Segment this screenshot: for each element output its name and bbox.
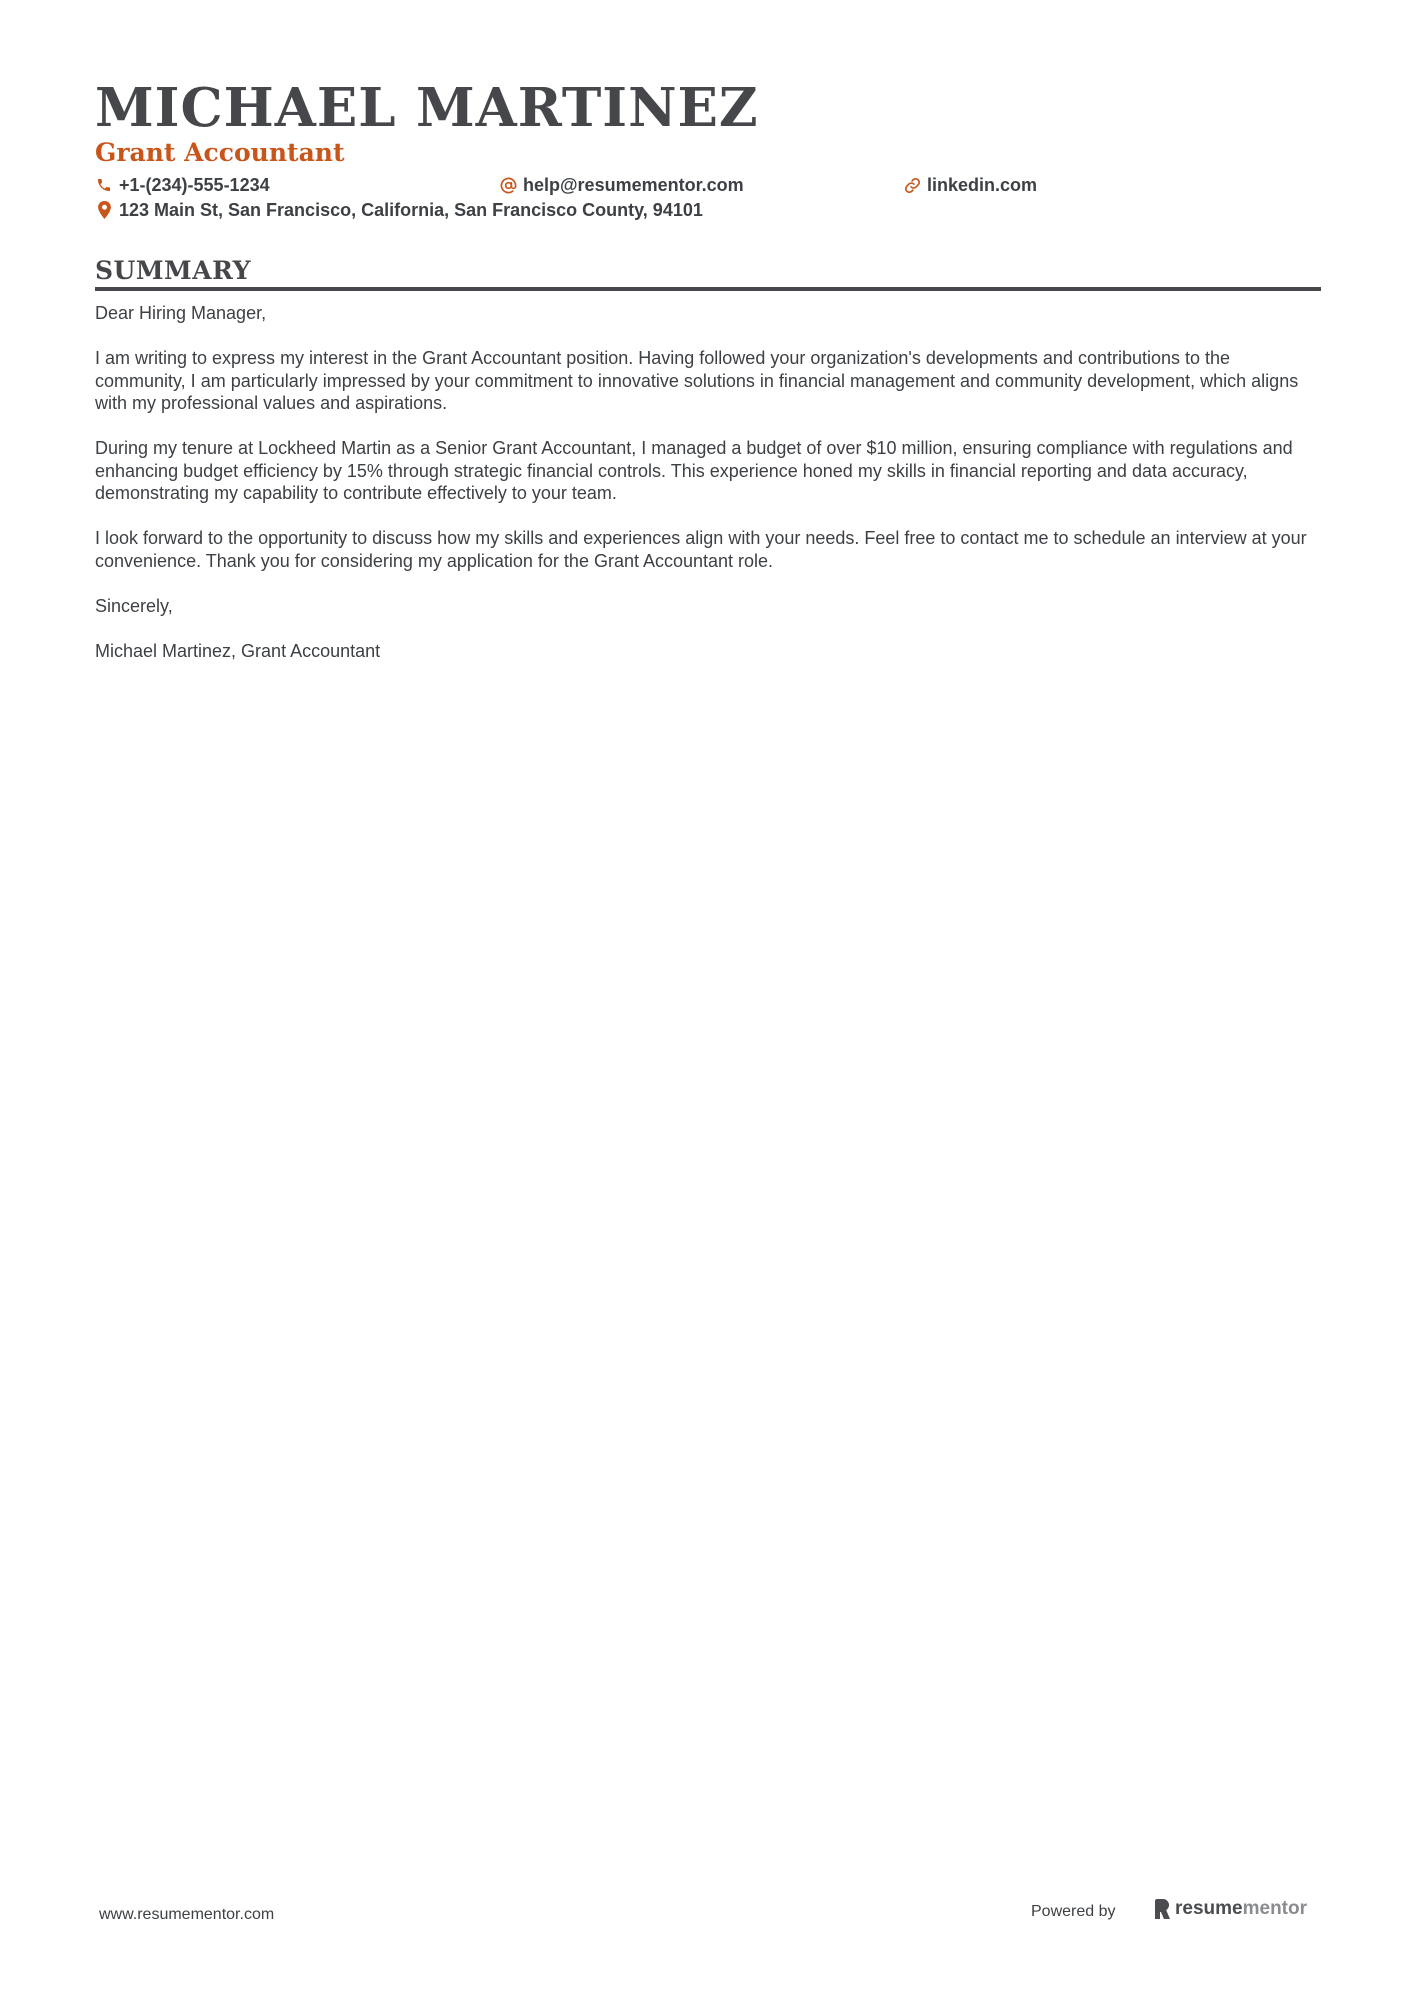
letter-paragraph: I look forward to the opportunity to discuss how my skills and experiences align with your needs. Feel free to contact me to schedule an interview at your convenience. Thank you for considering my application for the Grant Accountant role. [95, 528, 1307, 571]
at-icon [499, 176, 517, 194]
address-text: 123 Main St, San Francisco, California, San Francisco County, 94101 [119, 200, 703, 220]
letter-greeting: Dear Hiring Manager, [95, 303, 267, 323]
job-title: Grant Accountant [95, 138, 345, 167]
link-text[interactable]: linkedin.com [927, 175, 1038, 195]
letter-paragraph: I am writing to express my interest in the Grant Accountant position. Having followed your organization's developments and contributions to the community, I am particularly impressed by your commitment to innovative solutions in financial management and community development, which aligns with my professional values and aspirations. [95, 348, 1299, 413]
contact-email[interactable] [499, 174, 744, 196]
candidate-name: MICHAEL MARTINEZ [95, 77, 759, 139]
section-divider [95, 287, 1321, 291]
location-pin-icon [95, 201, 113, 219]
section-title: SUMMARY [95, 256, 251, 285]
letter-body [95, 302, 1321, 685]
contact-link[interactable] [903, 174, 1037, 196]
resumementor-logo-icon [1153, 1898, 1171, 1920]
link-icon [903, 176, 921, 194]
phone-icon [95, 176, 113, 194]
letter-closing: Sincerely, [95, 595, 173, 616]
footer-brand-logo[interactable] [1153, 1898, 1307, 1920]
footer-powered-by: Powered by [1031, 1903, 1116, 1920]
letter-signature: Michael Martinez, Grant Accountant [95, 640, 381, 661]
phone-text: +1-(234)-555-1234 [119, 175, 270, 195]
contact-address [95, 199, 703, 221]
email-text[interactable]: help@resumementor.com [523, 175, 744, 195]
letter-paragraph: During my tenure at Lockheed Martin as a Senior Grant Accountant, I managed a budget of over $10 million, ensuring compliance with regulations and enhancing budget efficiency by 15% through strategic financial controls. This experience honed my skills in financial reporting and data accuracy, demonstrating my capability to contribute effectively to your team. [95, 438, 1293, 503]
footer-url[interactable]: www.resumementor.com [99, 1906, 275, 1923]
brand-name-part2: mentor [1242, 1898, 1308, 1919]
contact-phone [95, 174, 270, 196]
brand-name-part1: resume [1175, 1898, 1243, 1919]
